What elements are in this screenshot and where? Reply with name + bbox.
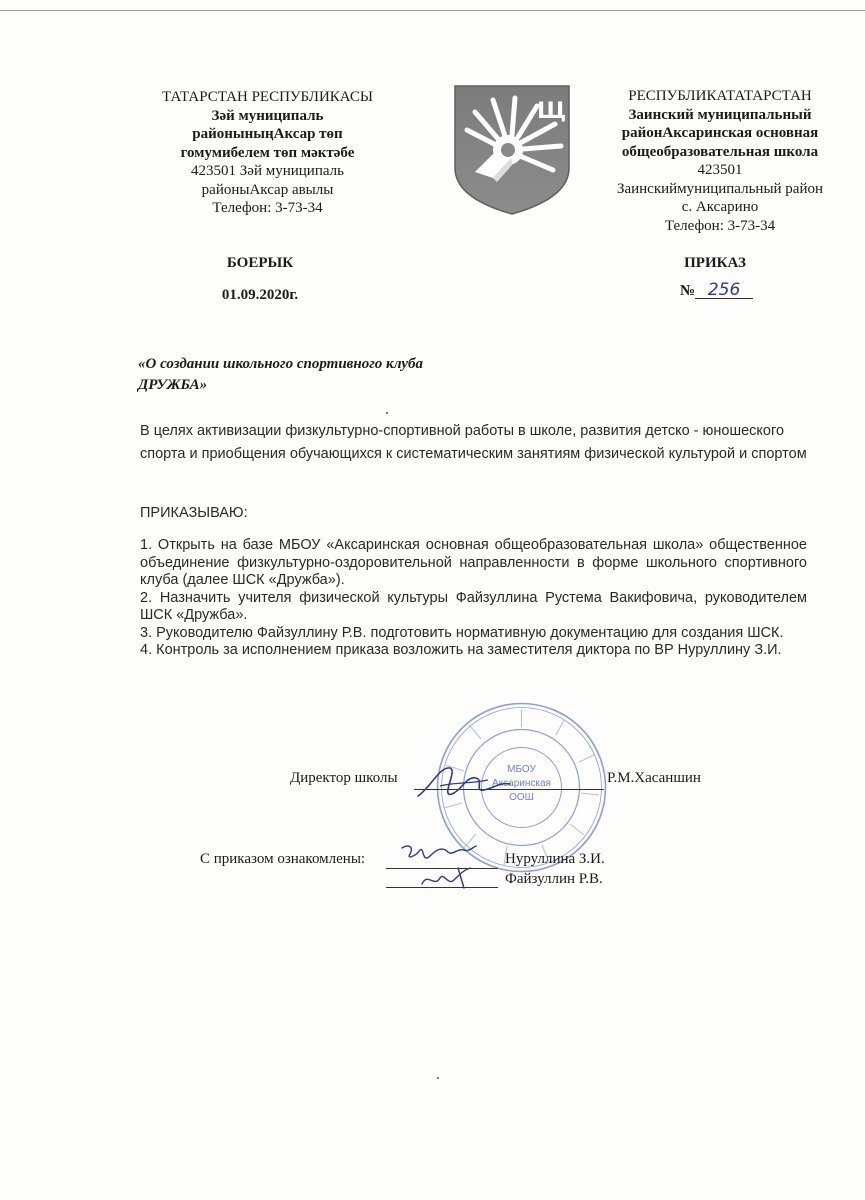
- district-emblem-icon: [453, 84, 571, 216]
- order-items: [140, 537, 807, 660]
- number-sign: №: [680, 283, 696, 299]
- order-item-2: 2. Назначить учителя физической культуры Файзуллина Рустема Вакифовича, руководителем ШСК «Дружба».: [140, 589, 807, 623]
- header-right-line4: общеобразовательная школа: [621, 143, 819, 160]
- header-left-line4: гомумибелем төп мәктәбе: [180, 144, 355, 161]
- order-subject: [138, 354, 423, 396]
- director-label: Директор школы: [290, 770, 398, 786]
- scan-speck: [437, 1077, 439, 1079]
- acquainted-label: С приказом ознакомлены:: [200, 851, 366, 867]
- header-right-line5: 423501: [697, 162, 743, 178]
- header-left-line5: 423501 Зәй муниципаль: [191, 163, 344, 179]
- header-right-line2: Заинский муниципальный: [628, 106, 812, 123]
- person-1-name: Нуруллина З.И.: [505, 851, 605, 867]
- header-right-line7: с. Аксарино: [681, 199, 759, 215]
- person-2-name: Файзуллин Р.В.: [505, 871, 603, 887]
- header-left-line3: районыныңАксар төп: [192, 126, 343, 142]
- order-number: [680, 280, 753, 300]
- intro-paragraph: В целях активизации физкультурно-спортивной работы в школе, развития детско - юношеского спорта и приобщения обучающихся к систематическим занятиям физической культурой и спортом: [140, 423, 807, 462]
- header-right-line6: Заинскиймуниципальный район: [616, 180, 824, 197]
- seal-line2: Аксаринская: [492, 778, 551, 789]
- header-left-line6: районыАксар авылы: [201, 181, 334, 198]
- header-right-line1: РЕСПУБЛИКАТАТАРСТАН: [628, 88, 812, 104]
- header-right-line3: районАксаринская основная: [621, 125, 819, 141]
- order-item-1: 1. Открыть на базе МБОУ «Аксаринская основная общеобразовательная школа» общественное объединение физкультурно-оздоровительной направленности в форме школьного спортивного клуба (далее ШСК «Дружба»).: [140, 537, 807, 588]
- order-item-4: 4. Контроль за исполнением приказа возложить на заместителя диктора по ВР Нуруллину З.И.: [140, 642, 782, 658]
- order-number-handwritten: 256: [695, 283, 753, 299]
- order-word: ПРИКАЗЫВАЮ:: [140, 505, 248, 521]
- header-right-line8: Телефон: 3-73-34: [664, 217, 776, 234]
- seal-line1: МБОУ: [507, 764, 536, 775]
- header-left-line2: Зәй муниципаль: [211, 107, 324, 124]
- scan-speck: [386, 412, 388, 414]
- svg-text:Щ: Щ: [537, 99, 567, 124]
- subject-line2: ДРУЖБА»: [138, 377, 208, 393]
- header-left-line7: Телефон: 3-73-34: [212, 200, 323, 216]
- director-name: Р.М.Хасаншин: [607, 770, 701, 786]
- order-item-3: 3. Руководителю Файзуллину Р.В. подготовить нормативную документацию для создания ШСК.: [140, 624, 784, 641]
- director-signature-icon: [410, 758, 520, 806]
- seal-line3: ООШ: [509, 792, 534, 803]
- header-left: [140, 88, 395, 218]
- order-title-russian: ПРИКАЗ: [684, 255, 746, 271]
- header-right: [595, 87, 845, 235]
- order-title-tatar: БОЕРЫК: [226, 255, 294, 271]
- subject-line1: «О создании школьного спортивного клуба: [138, 356, 424, 372]
- order-date: 01.09.2020г.: [221, 287, 299, 303]
- signature-2-icon: [418, 864, 478, 894]
- header-left-line1: ТАТАРСТАН РЕСПУБЛИКАСЫ: [162, 89, 373, 105]
- scan-top-border: [0, 10, 865, 11]
